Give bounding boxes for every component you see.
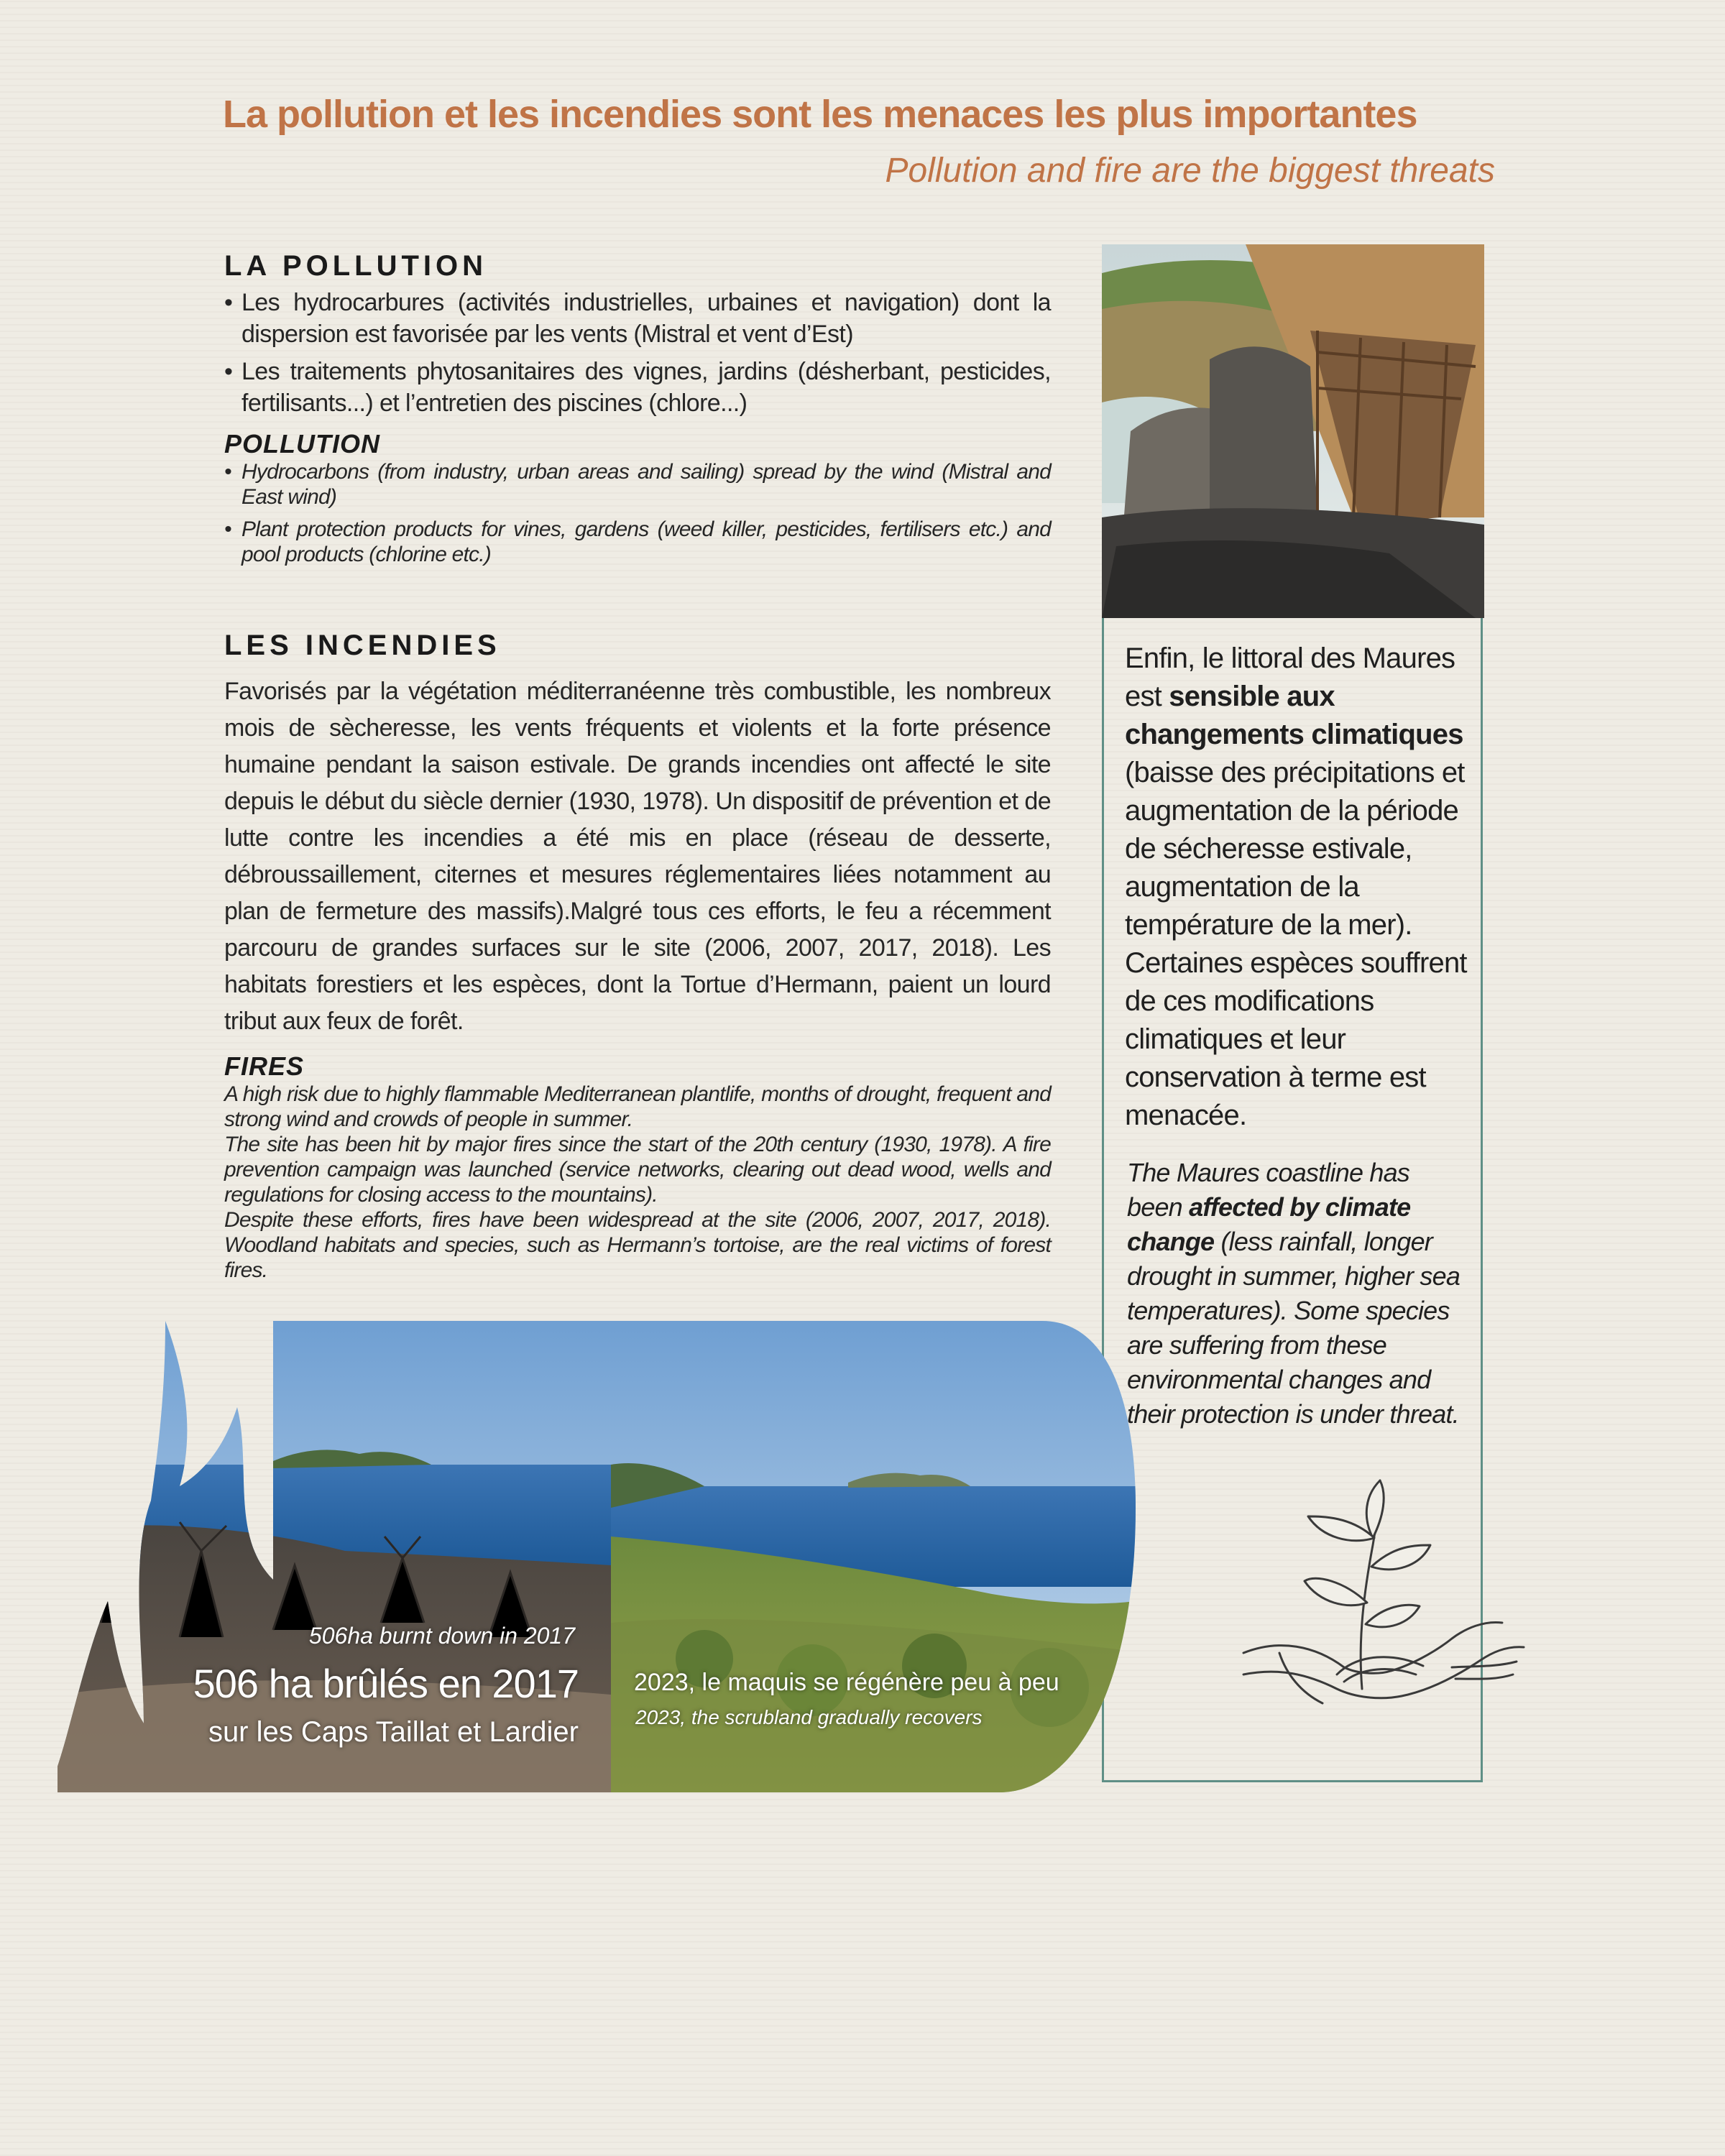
fires-text-en-3: Despite these efforts, fires have been widespread at the site (2006, 2007, 2017, 2018). Woodland habitats and species, such as Hermann’s tortoise, are the real victims of forest fires. (224, 1208, 1051, 1282)
recovered-caption-en: 2023, the scrubland gradually recovers (635, 1706, 983, 1728)
fires-heading-fr: LES INCENDIES (224, 630, 501, 661)
climate-text-fr-intro: Enfin, le littoral des Maures est (1125, 642, 1455, 712)
burnt-caption-sub: sur les Caps Taillat et Lardier (208, 1716, 579, 1748)
page-subtitle: Pollution and fire are the biggest threats (885, 152, 1495, 190)
burnt-caption-fr: 506 ha brûlés en 2017 (193, 1661, 579, 1706)
climate-change-text-fr (1125, 640, 1470, 1135)
climate-text-en-rest: (less rainfall, longer drought in summer, higher sea temperatures). Some species are suffering from these environmental changes and their protection is under threat. (1127, 1227, 1460, 1429)
burnt-caption-en: 506ha burnt down in 2017 (308, 1623, 575, 1649)
page-title: La pollution et les incendies sont les menaces les plus importantes (223, 93, 1417, 136)
pollution-section (224, 250, 1051, 567)
pollution-heading-en: POLLUTION (224, 429, 380, 459)
climate-text-en-highlight: affected by climate change (1127, 1192, 1411, 1256)
list-item: • Hydrocarbons (from industry, urban areas and sailing) spread by the wind (Mistral and East wind) (224, 459, 1051, 510)
fires-text-en-1: A high risk due to highly flammable Mediterranean plantlife, months of drought, frequent and strong wind and crowds of people in summer. (224, 1082, 1051, 1131)
hands-sprout-icon (1236, 1437, 1538, 1739)
recovered-caption-fr: 2023, le maquis se régénère peu à peu (634, 1669, 1059, 1696)
pollution-list-fr (224, 287, 1051, 419)
climate-text-fr-highlight: sensible aux changements climatiques (1125, 681, 1463, 750)
fires-heading-en: FIRES (224, 1051, 305, 1081)
fires-text-fr: Favorisés par la végétation méditerranéenne très combustible, les nombreux mois de sècheresse, les vents fréquents et violents et la forte présence humaine pendant la saison estivale. De grands incendies ont affecté le site depuis le début du siècle dernier (1930, 1978). Un dispositif de prévention et de lutte contre les incendies a été mis en place (réseau de desserte, débroussaillement, citernes et mesures réglementaires liées notamment au plan de fermeture des massifs).Malgré tous ces efforts, le feu a récemment parcouru de grandes surfaces sur le site (2006, 2007, 2017, 2018). Les habitats forestiers et les espèces, dont la Tortue d’Hermann, paient un lourd tribut aux feux de forêt. (224, 678, 1051, 1035)
pollution-heading-fr: LA POLLUTION (224, 250, 488, 282)
climate-text-fr-rest: (baisse des précipitations et augmentation de la période de sécheresse estivale, augmentation de la température de la mer). Certaines espèces souffrent de ces modifications climatiques et leur conservation à terme est menacée. (1125, 757, 1467, 1131)
pollution-list-en (224, 459, 1051, 567)
list-item: • Les hydrocarbures (activités industrielles, urbaines et navigation) dont la dispersion est favorisée par les vents (Mistral et vent d’Est) (224, 287, 1051, 350)
list-item: • Les traitements phytosanitaires des vignes, jardins (désherbant, pesticides, fertilisants...) et l’entretien des piscines (chlore...) (224, 356, 1051, 419)
coastal-boardwalk-photo (1102, 244, 1484, 618)
fires-text-en-2: The site has been hit by major fires since the start of the 20th century (1930, 1978). A fire prevention campaign was launched (service networks, clearing out dead wood, wells and regulations for closing access to the mountains). (224, 1133, 1051, 1207)
climate-text-en-intro: The Maures coastline has been (1127, 1158, 1410, 1222)
fires-section (224, 630, 1051, 1283)
list-item: • Plant protection products for vines, gardens (weed killer, pesticides, fertilisers etc.) and pool products (chlorine etc.) (224, 517, 1051, 567)
climate-change-text-en (1127, 1156, 1465, 1432)
